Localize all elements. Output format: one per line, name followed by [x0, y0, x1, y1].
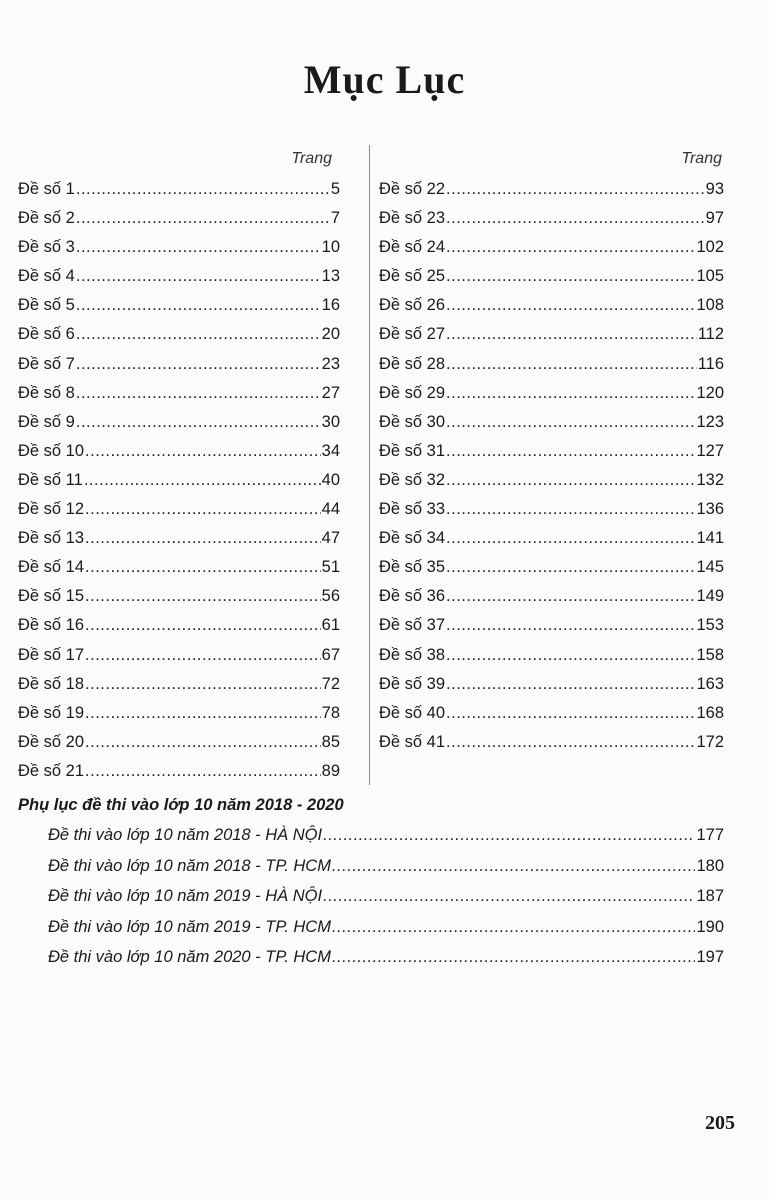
- toc-entry[interactable]: [379, 233, 724, 262]
- dot-leader: [85, 553, 321, 582]
- toc-entry[interactable]: [18, 379, 340, 408]
- toc-entry[interactable]: [379, 408, 724, 437]
- toc-entry-page: 5: [330, 180, 340, 198]
- dot-leader: [446, 437, 695, 466]
- toc-entry-page: 120: [696, 383, 724, 402]
- dot-leader: [446, 699, 695, 728]
- toc-entry[interactable]: [18, 233, 340, 262]
- toc-entry[interactable]: [18, 320, 340, 349]
- dot-leader: [446, 233, 695, 262]
- dot-leader: [85, 728, 321, 757]
- toc-entry-page: 172: [696, 732, 724, 751]
- toc-entry[interactable]: [18, 757, 340, 786]
- dot-leader: [76, 204, 330, 233]
- toc-entry[interactable]: [18, 495, 340, 524]
- dot-leader: [332, 912, 696, 943]
- toc-entry[interactable]: [18, 670, 340, 699]
- toc-entry-label: Đề số 31: [379, 441, 446, 460]
- dot-leader: [84, 466, 321, 495]
- toc-entry-label: Đề số 21: [18, 761, 85, 780]
- toc-entry[interactable]: [18, 437, 340, 466]
- dot-leader: [446, 553, 695, 582]
- toc-right-column: [379, 150, 724, 757]
- toc-left-column: [18, 150, 340, 786]
- appendix-title: Phụ lục đề thi vào lớp 10 năm 2018 - 2020: [18, 796, 344, 814]
- toc-entry[interactable]: [379, 175, 724, 204]
- dot-leader: [323, 820, 695, 851]
- column-divider: [369, 145, 370, 785]
- dot-leader: [446, 670, 695, 699]
- toc-entry-label: Đề số 1: [18, 180, 75, 198]
- toc-entry-label: Đề số 2: [18, 209, 75, 228]
- toc-entry-page: 197: [696, 948, 724, 966]
- toc-entry-page: 34: [321, 441, 340, 460]
- toc-entry-label: Đề số 38: [379, 645, 446, 664]
- appendix-section: [18, 790, 724, 973]
- toc-entry-label: Đề số 9: [18, 412, 75, 431]
- toc-entry-label: Đề số 33: [379, 500, 446, 519]
- toc-entry[interactable]: [379, 641, 724, 670]
- toc-entry-page: 123: [696, 412, 724, 431]
- toc-entry[interactable]: [379, 320, 724, 349]
- dot-leader: [85, 437, 321, 466]
- page-title: Mục Lục: [303, 57, 466, 102]
- toc-entry-page: 20: [321, 325, 340, 344]
- toc-entry-page: 132: [696, 470, 724, 489]
- toc-entry-label: Đề số 13: [18, 529, 85, 548]
- toc-entry-label: Đề số 35: [379, 558, 446, 577]
- toc-entry-label: Đề số 36: [379, 587, 446, 606]
- toc-entry[interactable]: [379, 524, 724, 553]
- toc-entry-page: 127: [696, 441, 724, 460]
- dot-leader: [76, 262, 321, 291]
- toc-entry-page: 93: [705, 180, 724, 198]
- dot-leader: [332, 942, 696, 973]
- toc-entry-label: Đề số 40: [379, 703, 446, 722]
- toc-entry-label: Đề số 19: [18, 703, 85, 722]
- toc-entry[interactable]: [48, 881, 724, 912]
- toc-entry[interactable]: [18, 262, 340, 291]
- toc-entry-page: 10: [321, 238, 340, 257]
- dot-leader: [446, 379, 695, 408]
- toc-entry-label: Đề số 27: [379, 325, 446, 344]
- dot-leader: [85, 699, 321, 728]
- toc-entry[interactable]: [379, 699, 724, 728]
- toc-entry-label: Đề số 25: [379, 267, 446, 286]
- toc-entry[interactable]: [18, 175, 340, 204]
- toc-entry[interactable]: [379, 582, 724, 611]
- toc-entry[interactable]: [379, 204, 724, 233]
- dot-leader: [85, 495, 321, 524]
- toc-entry-label: Đề số 12: [18, 500, 85, 519]
- toc-entry-label: Đề thi vào lớp 10 năm 2019 - HÀ NỘI: [48, 887, 323, 905]
- toc-entry-page: 40: [321, 470, 340, 489]
- dot-leader: [85, 670, 321, 699]
- toc-entry-label: Đề số 26: [379, 296, 446, 315]
- toc-entry[interactable]: [18, 582, 340, 611]
- toc-entry-page: 187: [696, 887, 724, 905]
- toc-entry[interactable]: [18, 350, 340, 379]
- toc-entry-page: 27: [321, 383, 340, 402]
- toc-entry[interactable]: [379, 670, 724, 699]
- toc-entry-page: 51: [321, 558, 340, 577]
- toc-entry-label: Đề thi vào lớp 10 năm 2018 - HÀ NỘI: [48, 826, 323, 844]
- dot-leader: [446, 466, 695, 495]
- page-column-header: Trang: [291, 150, 332, 167]
- toc-entry-label: Đề số 29: [379, 383, 446, 402]
- toc-entry-page: 141: [696, 529, 724, 548]
- toc-entry-label: Đề số 30: [379, 412, 446, 431]
- toc-entry-page: 153: [696, 616, 724, 635]
- dot-leader: [446, 611, 695, 640]
- toc-entry[interactable]: [48, 851, 724, 882]
- toc-entry-page: 89: [321, 761, 340, 780]
- dot-leader: [76, 320, 321, 349]
- toc-entry-page: 85: [321, 732, 340, 751]
- dot-leader: [446, 291, 695, 320]
- toc-entry-page: 112: [697, 325, 724, 344]
- toc-entry-label: Đề số 22: [379, 180, 446, 198]
- toc-entry-label: Đề số 5: [18, 296, 75, 315]
- toc-entry-label: Đề số 18: [18, 674, 85, 693]
- toc-entry-label: Đề số 37: [379, 616, 446, 635]
- toc-entry-page: 105: [696, 267, 724, 286]
- dot-leader: [76, 350, 321, 379]
- toc-entry[interactable]: [379, 291, 724, 320]
- toc-entry[interactable]: [18, 524, 340, 553]
- toc-entry[interactable]: [379, 495, 724, 524]
- dot-leader: [85, 524, 321, 553]
- toc-entry-label: Đề số 16: [18, 616, 85, 635]
- toc-entry-label: Đề số 6: [18, 325, 75, 344]
- toc-entry-page: 78: [321, 703, 340, 722]
- toc-entry[interactable]: [18, 408, 340, 437]
- toc-entry-label: Đề số 11: [18, 470, 83, 489]
- toc-entry[interactable]: [379, 466, 724, 495]
- toc-entry-label: Đề số 20: [18, 732, 85, 751]
- dot-leader: [446, 728, 695, 757]
- page-number: 205: [705, 1112, 735, 1134]
- page-column-header: Trang: [681, 150, 722, 167]
- dot-leader: [446, 408, 695, 437]
- toc-entry[interactable]: [379, 350, 724, 379]
- dot-leader: [332, 851, 696, 882]
- toc-entry[interactable]: [18, 204, 340, 233]
- dot-leader: [85, 611, 321, 640]
- toc-entry-page: 7: [330, 209, 340, 228]
- toc-entry-page: 97: [705, 209, 724, 228]
- dot-leader: [446, 204, 705, 233]
- toc-entry[interactable]: [48, 912, 724, 943]
- toc-entry-page: 168: [696, 703, 724, 722]
- toc-entry[interactable]: [18, 553, 340, 582]
- dot-leader: [446, 262, 695, 291]
- toc-entry-page: 149: [696, 587, 724, 606]
- toc-entry[interactable]: [48, 942, 724, 973]
- toc-entry-page: 136: [696, 500, 724, 519]
- dot-leader: [85, 641, 321, 670]
- dot-leader: [85, 757, 321, 786]
- toc-entry-label: Đề số 10: [18, 441, 85, 460]
- toc-entry[interactable]: [379, 437, 724, 466]
- dot-leader: [446, 641, 695, 670]
- toc-entry[interactable]: [18, 728, 340, 757]
- toc-entry[interactable]: [18, 466, 340, 495]
- toc-entry-label: Đề số 34: [379, 529, 446, 548]
- toc-entry[interactable]: [379, 553, 724, 582]
- toc-entry[interactable]: [48, 820, 724, 851]
- toc-entry-label: Đề số 41: [379, 732, 446, 751]
- toc-entry-page: 67: [321, 645, 340, 664]
- toc-entry-page: 163: [696, 674, 724, 693]
- toc-entry[interactable]: [379, 262, 724, 291]
- toc-entry-page: 13: [321, 267, 340, 286]
- toc-entry[interactable]: [379, 611, 724, 640]
- toc-entry-label: Đề số 3: [18, 238, 75, 257]
- dot-leader: [85, 582, 321, 611]
- dot-leader: [446, 495, 695, 524]
- toc-entry-label: Đề số 32: [379, 470, 446, 489]
- dot-leader: [76, 175, 330, 204]
- dot-leader: [76, 379, 321, 408]
- toc-entry-label: Đề số 28: [379, 354, 446, 373]
- toc-entry-page: 23: [321, 354, 340, 373]
- toc-entry-label: Đề số 17: [18, 645, 85, 664]
- toc-entry-label: Đề số 39: [379, 674, 446, 693]
- toc-entry-label: Đề thi vào lớp 10 năm 2018 - TP. HCM: [48, 856, 331, 875]
- toc-entry-page: 177: [696, 826, 724, 844]
- toc-entry-page: 44: [321, 500, 340, 519]
- dot-leader: [446, 175, 705, 204]
- dot-leader: [323, 881, 695, 912]
- dot-leader: [446, 320, 697, 349]
- toc-entry[interactable]: [379, 379, 724, 408]
- toc-entry-page: 145: [696, 558, 724, 577]
- toc-entry-page: 108: [696, 296, 724, 315]
- toc-entry-label: Đề thi vào lớp 10 năm 2019 - TP. HCM: [48, 917, 331, 936]
- toc-entry-page: 16: [321, 296, 340, 315]
- toc-entry-label: Đề số 15: [18, 587, 85, 606]
- toc-entry-label: Đề số 4: [18, 267, 75, 286]
- toc-entry-page: 102: [696, 238, 724, 257]
- dot-leader: [76, 291, 321, 320]
- dot-leader: [76, 408, 321, 437]
- toc-entry-page: 47: [321, 529, 340, 548]
- toc-entry-page: 56: [321, 587, 340, 606]
- toc-entry-page: 116: [697, 354, 724, 373]
- toc-entry[interactable]: [18, 291, 340, 320]
- toc-entry-page: 72: [321, 674, 340, 693]
- toc-entry[interactable]: [18, 611, 340, 640]
- toc-entry[interactable]: [379, 728, 724, 757]
- toc-entry-label: Đề số 8: [18, 383, 75, 402]
- toc-entry-label: Đề số 14: [18, 558, 85, 577]
- toc-entry-label: Đề thi vào lớp 10 năm 2020 - TP. HCM: [48, 948, 331, 966]
- dot-leader: [76, 233, 321, 262]
- toc-entry-page: 190: [696, 917, 724, 936]
- toc-entry-page: 180: [696, 856, 724, 875]
- toc-entry-label: Đề số 7: [18, 354, 75, 373]
- toc-entry-page: 30: [321, 412, 340, 431]
- dot-leader: [446, 524, 695, 553]
- dot-leader: [446, 582, 695, 611]
- toc-entry[interactable]: [18, 699, 340, 728]
- dot-leader: [446, 350, 697, 379]
- toc-entry-label: Đề số 23: [379, 209, 446, 228]
- toc-entry-page: 61: [321, 616, 340, 635]
- toc-entry-page: 158: [696, 645, 724, 664]
- toc-entry[interactable]: [18, 641, 340, 670]
- toc-entry-label: Đề số 24: [379, 238, 446, 257]
